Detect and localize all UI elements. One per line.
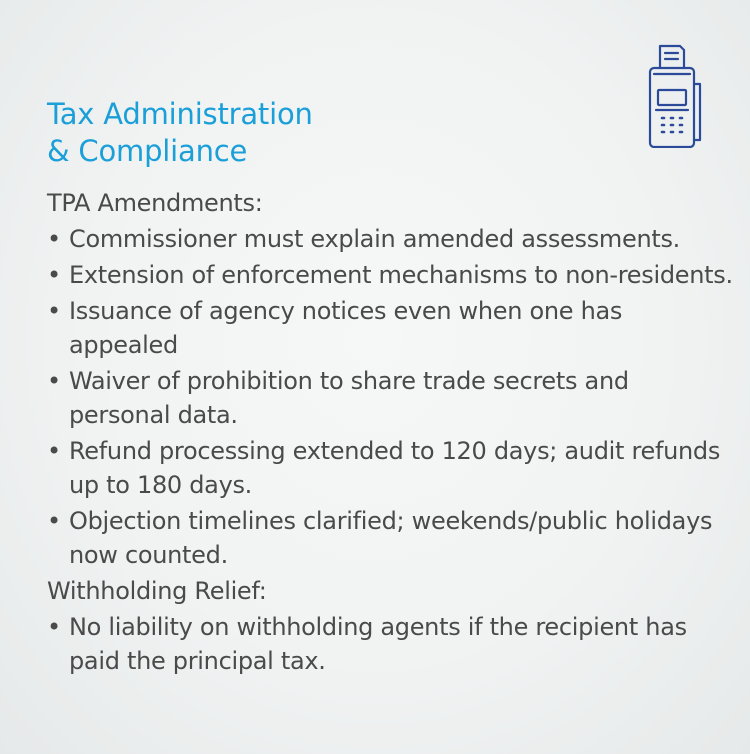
bullet-icon: • — [47, 297, 61, 325]
card-title — [47, 96, 313, 170]
bullet-list — [47, 222, 737, 572]
list-item-text: Commissioner must explain amended assessments. — [69, 225, 681, 253]
list-item-text: Issuance of agency notices even when one has appealed — [69, 297, 623, 359]
list-item — [47, 258, 737, 292]
section-tpa-amendments — [47, 186, 737, 572]
card-title-line-1: Tax Administration — [47, 97, 313, 131]
list-item-text: Refund processing extended to 120 days; audit refunds up to 180 days. — [69, 437, 721, 499]
bullet-list — [47, 610, 737, 678]
list-item-text: Waiver of prohibition to share trade secrets and personal data. — [69, 367, 629, 429]
section-heading: Withholding Relief: — [47, 577, 267, 605]
bullet-icon: • — [47, 613, 61, 641]
pos-terminal-icon — [642, 44, 706, 148]
list-item — [47, 504, 737, 572]
list-item — [47, 222, 737, 256]
section-withholding-relief — [47, 574, 737, 678]
list-item — [47, 364, 737, 432]
section-heading: TPA Amendments: — [47, 189, 263, 217]
list-item-text: Objection timelines clarified; weekends/public holidays now counted. — [69, 507, 713, 569]
bullet-icon: • — [47, 225, 61, 253]
list-item — [47, 434, 737, 502]
bullet-icon: • — [47, 507, 61, 535]
list-item — [47, 294, 737, 362]
bullet-icon: • — [47, 367, 61, 395]
bullet-icon: • — [47, 261, 61, 289]
list-item-text: No liability on withholding agents if the recipient has paid the principal tax. — [69, 613, 687, 675]
list-item-text: Extension of enforcement mechanisms to non-residents. — [69, 261, 733, 289]
card-content — [47, 186, 737, 680]
bullet-icon: • — [47, 437, 61, 465]
list-item — [47, 610, 737, 678]
card-title-line-2: & Compliance — [47, 134, 248, 168]
